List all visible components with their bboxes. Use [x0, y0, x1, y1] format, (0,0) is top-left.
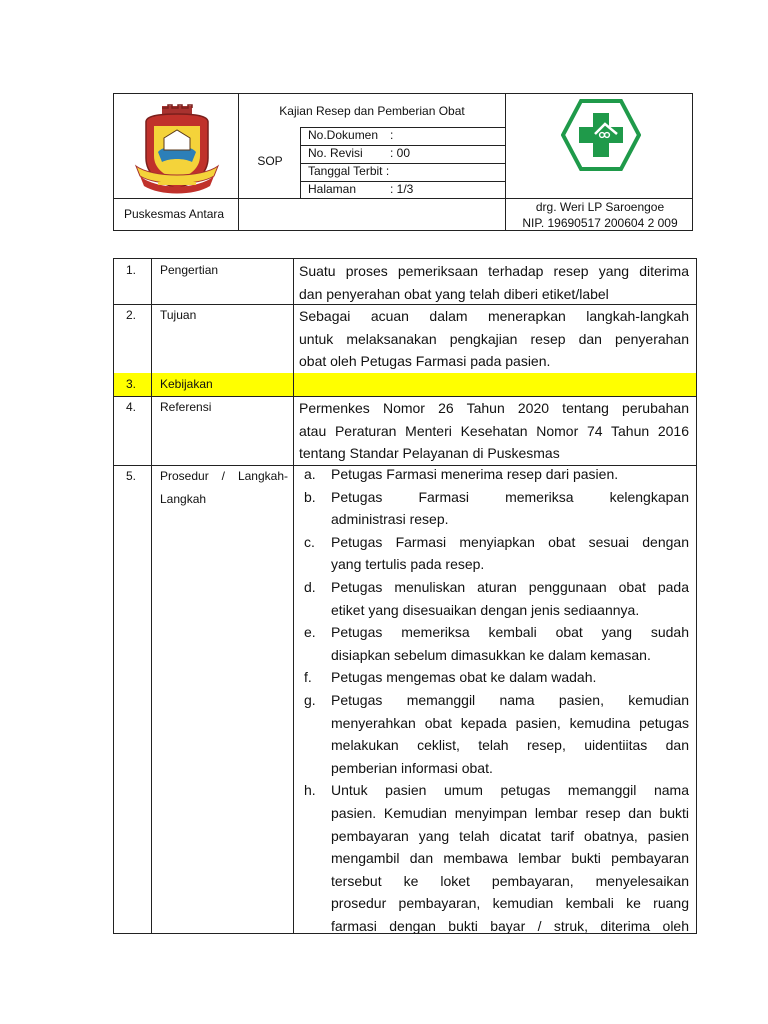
- step-text-line: menyerahkan obat kepada pasien, kemudina petugas: [331, 714, 689, 731]
- step-text-line: pasien. Kemudian menyimpan lembar resep dan bukti: [331, 804, 689, 821]
- content-line: obat oleh Petugas Farmasi pada pasien.: [299, 353, 551, 370]
- step-text-line: Petugas menuliskan aturan penggunaan obat pada: [331, 578, 689, 595]
- step-marker: g.: [304, 691, 316, 708]
- step-text-line: yang tertulis pada resep.: [331, 556, 485, 573]
- table-row: [114, 259, 696, 305]
- row-label: Kebijakan: [160, 377, 213, 391]
- content-line: dan penyerahan obat yang telah diberi etiket/label: [299, 285, 609, 302]
- content-line: untuk melaksanakan pengkajian resep dan penyerahan: [299, 330, 689, 347]
- step-text-line: Petugas Farmasi menyiapkan obat sesuai dengan: [331, 533, 689, 550]
- step-text-line: pemberian informasi obat.: [331, 759, 493, 776]
- row-number: 2.: [126, 308, 137, 322]
- meta-value: : 1/3: [390, 182, 414, 196]
- row-label: Pengertian: [160, 263, 219, 277]
- step-item: [299, 621, 689, 666]
- sop-header-table: [113, 93, 693, 231]
- procedure-steps: [299, 463, 689, 934]
- step-marker: c.: [304, 533, 315, 550]
- divider: [293, 396, 294, 465]
- divider: [151, 396, 152, 465]
- label-line: Prosedur / Langkah-: [160, 469, 288, 483]
- divider: [293, 465, 294, 934]
- divider: [151, 259, 152, 304]
- content-line: tentang Standar Pelayanan di Puskesmas: [299, 445, 560, 462]
- step-text-line: Untuk pasien umum petugas memanggil nama: [331, 782, 689, 799]
- divider: [114, 198, 692, 199]
- row-content: [299, 260, 689, 305]
- meta-key: Tanggal Terbit :: [308, 164, 390, 178]
- step-text-line: administrasi resep.: [331, 511, 449, 528]
- divider: [151, 373, 152, 396]
- steps-list: [299, 463, 689, 934]
- content-line: Permenkes Nomor 26 Tahun 2020 tentang perubahan: [299, 400, 689, 416]
- divider: [151, 304, 152, 373]
- step-item: [299, 779, 689, 934]
- content-line: atau Peraturan Menteri Kesehatan Nomor 74 Tahun 2016: [299, 422, 689, 439]
- label-line: Langkah: [160, 492, 207, 506]
- step-text-line: Petugas mengemas obat ke dalam wadah.: [331, 669, 597, 686]
- step-text-line: mengambil dan membawa lembar bukti pembayaran: [331, 850, 689, 867]
- row-label: Referensi: [160, 400, 212, 414]
- place-name: Puskesmas Antara: [124, 207, 225, 221]
- row-content: [299, 305, 689, 373]
- signatory-name: drg. Weri LP Saroengoe: [535, 200, 665, 214]
- puskesmas-logo: [561, 98, 641, 172]
- step-text-line: Petugas Farmasi menerima resep dari pasien.: [331, 466, 619, 482]
- step-item: [299, 689, 689, 779]
- document-title: Kajian Resep dan Pemberian Obat: [279, 104, 465, 118]
- meta-value: :: [390, 128, 394, 142]
- step-marker: b.: [304, 488, 316, 505]
- row-number: 5.: [126, 469, 137, 483]
- row-content: [299, 397, 689, 465]
- step-text-line: pembayaran yang telah dicatat tarif obatnya, pasien: [331, 827, 689, 844]
- divider: [293, 259, 294, 304]
- table-row-highlighted: [114, 373, 696, 397]
- meta-key: Halaman: [308, 182, 357, 196]
- step-item: [299, 576, 689, 621]
- step-marker: a.: [304, 466, 316, 482]
- step-text-line: melakukan ceklist, telah resep, uidentiitas dan: [331, 737, 689, 754]
- content-line: Sebagai acuan dalam menerapkan langkah-langkah: [299, 308, 689, 324]
- divider: [293, 373, 294, 396]
- row-number: 4.: [126, 400, 137, 414]
- step-text-line: prosedur pembayaran, kemudian kembali ke ruang: [331, 895, 689, 912]
- table-row: [114, 396, 696, 466]
- step-marker: h.: [304, 782, 316, 799]
- row-number: 1.: [126, 263, 137, 277]
- meta-key: No.Dokumen: [308, 128, 379, 142]
- step-marker: f.: [304, 669, 312, 686]
- meta-key: No. Revisi: [308, 146, 363, 160]
- city-emblem-logo: [132, 104, 222, 198]
- step-text-line: Petugas Farmasi memeriksa kelengkapan: [331, 488, 689, 505]
- sop-content-table: [113, 258, 697, 934]
- step-text-line: tersebut ke loket pembayaran, menyelesaikan: [331, 872, 689, 889]
- step-text-line: Petugas memeriksa kembali obat yang sudah: [331, 624, 689, 641]
- row-number: 3.: [126, 377, 137, 391]
- step-text-line: farmasi dengan bukti bayar / struk, diterima oleh: [331, 917, 689, 934]
- step-item: [299, 531, 689, 576]
- sop-label: SOP: [257, 154, 283, 168]
- divider: [151, 465, 152, 934]
- meta-value: : 00: [390, 146, 411, 160]
- step-text-line: disiapkan sebelum dimasukkan ke dalam kemasan.: [331, 646, 651, 663]
- divider: [293, 304, 294, 373]
- table-row: [114, 465, 696, 934]
- step-item: [299, 666, 689, 689]
- step-marker: e.: [304, 624, 316, 641]
- table-row: [114, 304, 696, 374]
- signatory-nip: NIP. 19690517 200604 2 009: [522, 216, 678, 230]
- step-text-line: Petugas memanggil nama pasien, kemudian: [331, 691, 689, 708]
- step-marker: d.: [304, 578, 316, 595]
- content-line: Suatu proses pemeriksaan terhadap resep yang diterima: [299, 263, 689, 279]
- row-label: [160, 465, 288, 511]
- step-item: [299, 486, 689, 531]
- step-text-line: etiket yang disesuaikan dengan jenis sediaannya.: [331, 601, 640, 618]
- row-label: Tujuan: [160, 308, 197, 322]
- step-item: [299, 463, 689, 486]
